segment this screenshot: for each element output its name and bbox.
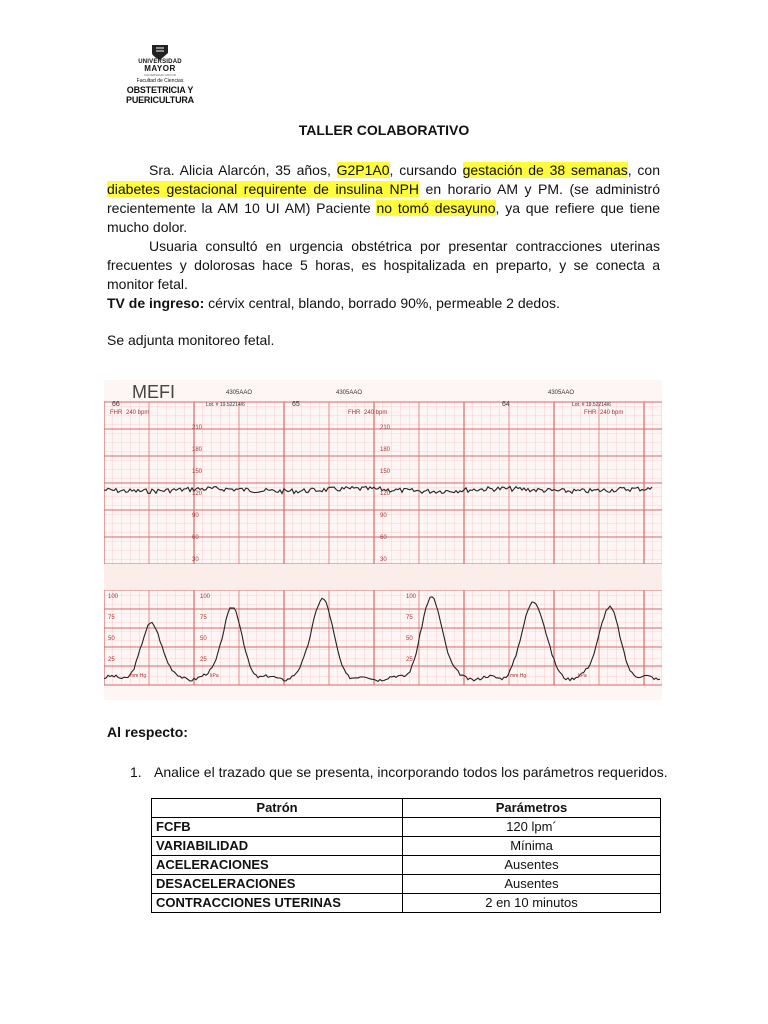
vaginal-exam-line — [107, 294, 660, 313]
document-title: TALLER COLABORATIVO — [298, 122, 470, 138]
text-run: Sra. Alicia Alarcón, 35 años, — [149, 162, 337, 178]
row-pattern: CONTRACCIONES UTERINAS — [152, 894, 403, 913]
ua-tick-label: 75 — [108, 615, 115, 621]
question-1 — [130, 764, 668, 780]
row-value: Mínima — [403, 837, 661, 856]
vaginal-exam-text: cérvix central, blando, borrado 90%, permeable 2 dedos. — [204, 295, 560, 311]
table-row — [152, 856, 661, 875]
table-header-row — [152, 799, 661, 818]
fhr-tick-label: 180 — [192, 447, 203, 453]
logo-name: MAYOR — [144, 64, 176, 73]
fhr-tick-label: 90 — [380, 513, 387, 519]
logo-line2: PUERICULTURA — [126, 95, 194, 105]
table-row — [152, 894, 661, 913]
serial-1: 4305AAO — [226, 390, 253, 396]
row-pattern: VARIABILIDAD — [152, 837, 403, 856]
vaginal-exam-label: TV de ingreso: — [107, 295, 205, 311]
fhr-tick-label: 210 — [192, 425, 203, 431]
fhr-label: FHR — [584, 410, 597, 416]
question-number: 1. — [130, 764, 142, 780]
ua-tick-label: 50 — [108, 636, 115, 642]
serial-2: 4305AAO — [336, 390, 363, 396]
ua-tick-label: 50 — [406, 636, 413, 642]
fhr-tick-label: 180 — [380, 447, 391, 453]
fhr-tick-label: 30 — [192, 557, 199, 563]
row-value: Ausentes — [403, 875, 661, 894]
header-pattern: Patrón — [152, 799, 403, 818]
university-shield-icon — [150, 44, 170, 60]
page-number-2: 65 — [292, 401, 300, 408]
ua-tick-label: 100 — [108, 594, 119, 600]
page-number-3: 64 — [502, 401, 510, 408]
fhr-tick-label: 60 — [192, 535, 199, 541]
row-pattern: FCFB — [152, 818, 403, 837]
highlight-breakfast: no tomó desayuno — [376, 200, 496, 216]
fhr-tick-label: 150 — [380, 469, 391, 475]
header-parameters: Parámetros — [403, 799, 661, 818]
attachment-note: Se adjunta monitoreo fetal. — [107, 332, 275, 348]
unit-mmhg: mm Hg — [510, 673, 527, 679]
section-label: Al respecto: — [107, 724, 188, 740]
ua-tick-label: 75 — [200, 615, 207, 621]
parameters-table — [151, 798, 661, 913]
fhr-scale: 240 bpm — [364, 410, 388, 416]
fhr-tick-label: 90 — [192, 513, 199, 519]
ua-tick-label: 100 — [200, 594, 211, 600]
logo-tiny-line: UNIVERSIDAD MAYOR — [143, 73, 177, 77]
unit-mmhg: mm Hg — [130, 673, 147, 679]
ua-tick-label: 25 — [200, 657, 207, 663]
consultation-paragraph — [107, 237, 660, 294]
unit-kpa: kPa — [578, 673, 587, 679]
ua-tick-label: 75 — [406, 615, 413, 621]
row-value: Ausentes — [403, 856, 661, 875]
logo-university-line: UNIVERSIDAD — [138, 59, 182, 65]
page-number-1: 66 — [112, 401, 120, 408]
lot-1: Lot. # 19.52214/6 — [206, 402, 245, 408]
fhr-label: FHR — [348, 410, 361, 416]
ua-tick-label: 50 — [200, 636, 207, 642]
row-value: 120 lpm´ — [403, 818, 661, 837]
table-row — [152, 875, 661, 894]
case-paragraph — [107, 161, 660, 237]
handwritten-note: MEFI — [132, 382, 175, 402]
fhr-tick-label: 120 — [380, 491, 391, 497]
text-run: en horario AM y PM. (se administró recientemente la AM 10 UI AM) Paciente — [107, 181, 660, 216]
fhr-tick-label: 150 — [192, 469, 203, 475]
text-run: , cursando — [389, 162, 463, 178]
highlight-obstetric-formula: G2P1A0 — [336, 162, 390, 178]
fhr-scale: 240 bpm — [600, 410, 624, 416]
fhr-tick-label: 210 — [380, 425, 391, 431]
text-run: Usuaria consultó en urgencia obstétrica por presentar contracciones uterinas frecuentes y dolorosas hace 5 horas, es hospitalizada en preparto, y se conecta a monitor fetal. — [107, 238, 660, 292]
table-row — [152, 837, 661, 856]
row-pattern: ACELERACIONES — [152, 856, 403, 875]
fhr-tick-label: 60 — [380, 535, 387, 541]
table-row — [152, 818, 661, 837]
row-value: 2 en 10 minutos — [403, 894, 661, 913]
lot-2: Lot. # 19.52214/6 — [572, 402, 611, 408]
text-run: , ya que refiere que tiene mucho dolor. — [107, 200, 661, 235]
text-run: , con — [627, 162, 660, 178]
fhr-tick-label: 30 — [380, 557, 387, 563]
highlight-gestation: gestación de 38 semanas — [462, 162, 628, 178]
fhr-tick-label: 120 — [192, 491, 203, 497]
fhr-scale: 240 bpm — [126, 410, 150, 416]
fetal-monitor-strip — [104, 380, 662, 700]
question-text: Analice el trazado que se presenta, incorporando todos los parámetros requeridos. — [154, 764, 668, 780]
ua-tick-label: 25 — [108, 657, 115, 663]
ua-tick-label: 25 — [406, 657, 413, 663]
highlight-diabetes: diabetes gestacional requirente de insulina NPH — [107, 181, 420, 197]
fhr-label: FHR — [110, 410, 123, 416]
unit-kpa: kPa — [210, 673, 219, 679]
row-pattern: DESACELERACIONES — [152, 875, 403, 894]
logo-faculty: Facultad de Ciencias — [136, 78, 184, 84]
logo-line1: OBSTETRICIA Y — [126, 85, 194, 95]
ua-tick-label: 100 — [406, 594, 417, 600]
serial-3: 4305AAO — [548, 390, 575, 396]
university-logo — [114, 44, 204, 106]
